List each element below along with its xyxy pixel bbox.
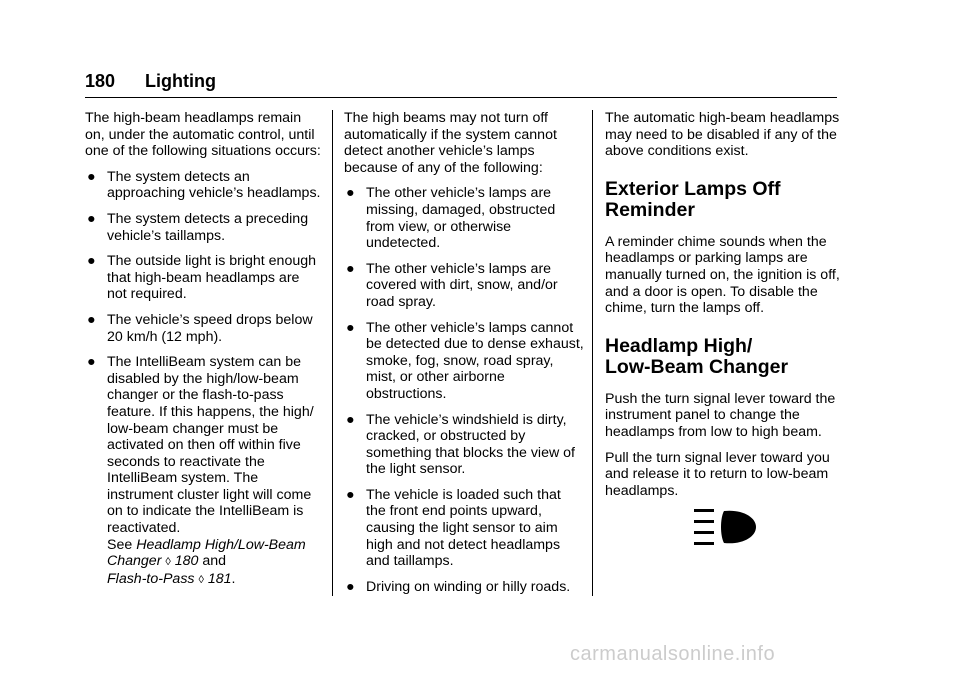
xref-page[interactable]: 180 bbox=[174, 553, 199, 570]
and-label: and bbox=[202, 553, 227, 570]
bullet-icon: ● bbox=[346, 185, 355, 202]
push-paragraph: Push the turn signal lever toward the instrument panel to change the headlamps from low to high beam. bbox=[605, 390, 836, 440]
bullet-icon: ● bbox=[87, 253, 96, 270]
list-item-text: The other vehicle’s lamps are missing, damaged, obstructed from view, or otherwise undetected. bbox=[366, 185, 556, 252]
high-beam-indicator-icon bbox=[694, 508, 758, 546]
col1-intro: The high-beam headlamps remain on, under the automatic control, until one of the following situations occurs: bbox=[85, 110, 321, 160]
page-number: 180 bbox=[85, 71, 116, 91]
column-1 bbox=[85, 110, 323, 597]
period: . bbox=[231, 570, 236, 587]
bullet-icon: ● bbox=[346, 486, 355, 503]
xref-page[interactable]: 181 bbox=[207, 570, 232, 587]
list-item bbox=[85, 253, 323, 303]
list-item-text: The vehicle’s speed drops below 20 km/h (12 mph). bbox=[107, 311, 313, 345]
list-item bbox=[344, 412, 584, 478]
list-item bbox=[344, 579, 584, 596]
bullet-icon: ● bbox=[346, 578, 355, 595]
list-item-text: Driving on winding or hilly roads. bbox=[366, 578, 571, 595]
list-item-text: The system detects an approaching vehicle’s headlamps. bbox=[107, 168, 321, 202]
reminder-paragraph: A reminder chime sounds when the headlamps or parking lamps are manually turned on, the ignition is off, and a door is open. To disable the chime, turn the lamps off. bbox=[605, 233, 840, 317]
bullet-icon: ● bbox=[87, 210, 96, 227]
list-item-text: The vehicle is loaded such that the front end points upward, causing the light sensor to aim high and not detect headlamps and taillamps. bbox=[366, 486, 561, 570]
bullet-icon: ● bbox=[87, 354, 96, 371]
xref-icon: ◊ bbox=[165, 556, 171, 569]
xref-link-headlamp-changer[interactable]: Headlamp High/Low-Beam Changer bbox=[107, 536, 306, 570]
column-divider-1 bbox=[332, 110, 333, 596]
list-item-text: The vehicle’s windshield is dirty, cracked, or obstructed by something that blocks the view of the light sensor. bbox=[366, 411, 575, 478]
list-item-text: The other vehicle’s lamps cannot be detected due to dense exhaust, smoke, fog, snow, road spray, mist, or other airborne obstructions. bbox=[366, 319, 584, 402]
section-heading-exterior-lamps bbox=[605, 179, 843, 221]
header-rule bbox=[85, 97, 837, 98]
xref-icon: ◊ bbox=[198, 573, 204, 586]
list-item bbox=[85, 211, 323, 244]
section-heading-beam-changer bbox=[605, 336, 843, 378]
heading-line: Exterior Lamps Off bbox=[605, 177, 781, 200]
list-item bbox=[85, 312, 323, 345]
list-item bbox=[344, 320, 584, 403]
column-3 bbox=[605, 110, 843, 508]
heading-line: Headlamp High/ bbox=[605, 334, 753, 357]
list-item bbox=[85, 169, 323, 202]
list-item bbox=[344, 185, 584, 251]
list-item-text: The other vehicle’s lamps are covered with dirt, snow, and/or road spray. bbox=[366, 260, 558, 310]
list-item-text: The system detects a preceding vehicle’s taillamps. bbox=[107, 210, 309, 244]
heading-line: Low-Beam Changer bbox=[605, 355, 789, 378]
page-header bbox=[85, 71, 216, 92]
list-item bbox=[344, 487, 584, 570]
list-item-text: The IntelliBeam system can be disabled by the high/low-beam changer or the flash-to-pass feature. If this happens, the high/ low-beam changer must be activated on then off within five seconds to reactivate the IntelliBeam system. The instrument cluster light will come on to indicate the IntelliBeam is reactivated. bbox=[107, 354, 314, 537]
heading-line: Reminder bbox=[605, 198, 695, 221]
list-item bbox=[85, 354, 323, 588]
see-label: See bbox=[107, 536, 133, 553]
section-title: Lighting bbox=[145, 71, 216, 91]
column-2 bbox=[344, 110, 584, 604]
watermark: carmanualsonline.info bbox=[570, 643, 776, 665]
bullet-icon: ● bbox=[346, 319, 355, 336]
col2-intro: The high beams may not turn off automatically if the system cannot detect another vehicle’s lamps because of any of the following: bbox=[344, 110, 557, 176]
bullet-icon: ● bbox=[346, 260, 355, 277]
bullet-icon: ● bbox=[87, 311, 96, 328]
bullet-icon: ● bbox=[346, 411, 355, 428]
list-item bbox=[344, 261, 584, 311]
column-divider-2 bbox=[592, 110, 593, 596]
pull-paragraph: Pull the turn signal lever toward you and release it to return to low-beam headlamps. bbox=[605, 449, 830, 499]
list-item-text: The outside light is bright enough that high-beam headlamps are not required. bbox=[107, 253, 317, 303]
bullet-icon: ● bbox=[87, 168, 96, 185]
xref-link-flash-to-pass[interactable]: Flash-to-Pass bbox=[107, 570, 195, 587]
col3-intro: The automatic high-beam headlamps may need to be disabled if any of the above conditions exist. bbox=[605, 110, 840, 160]
